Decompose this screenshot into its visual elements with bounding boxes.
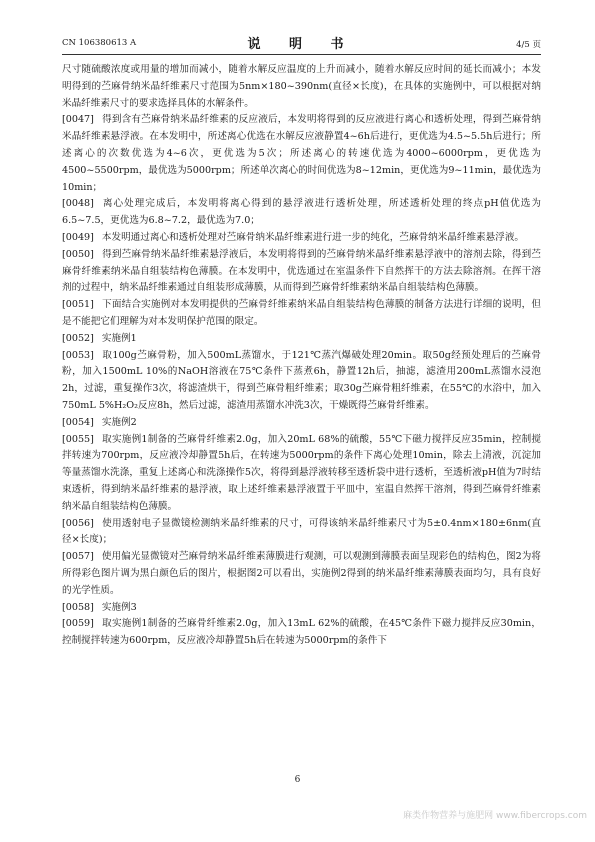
page-number: 6 [294, 775, 301, 785]
paragraph-number: [0059] [62, 618, 94, 630]
paragraph [62, 112, 541, 196]
paragraph-text: 使用透射电子显微镜检测纳米晶纤维素的尺寸，可得该纳米晶纤维素尺寸为5±0.4nm×180±6nm(直径×长度)； [62, 517, 541, 546]
paragraph [62, 348, 541, 415]
paragraph-text: 取实施例1制备的苎麻骨纤维素2.0g，加入13mL 62%的硫酸，在45℃条件下磁力搅拌反应30min，控制搅拌转速为600rpm，反应液冷却静置5h后在转速为5000rpm的条件下 [62, 618, 541, 647]
paragraph-number: [0053] [62, 349, 94, 361]
paragraph-text: 得到苎麻骨纳米晶纤维素悬浮液后，本发明将得到的苎麻骨纳米晶纤维素悬浮液中的溶剂去除，得到苎麻骨纤维素纳米晶自组装结构色薄膜。在本发明中，优选通过在室温条件下自然挥干的方法去除溶剂。在挥干溶剂的过程中，纳米晶纤维素通过自组装形成薄膜，从而得到苎麻骨纤维素纳米晶自组装结构色薄膜。 [62, 248, 541, 294]
paragraph [62, 297, 541, 331]
page-header [62, 30, 541, 55]
paragraph [62, 549, 541, 599]
section-heading [62, 600, 541, 617]
paragraph-number: [0048] [62, 198, 94, 210]
paragraph-text: 取100g苎麻骨粉，加入500mL蒸馏水，于121℃蒸汽爆破处理20min。取50g经预处理后的苎麻骨粉，加入1500mL 10%的NaOH溶液在75℃条件下蒸煮6h，静置12h后，抽滤，滤渣用200mL蒸馏水浸泡2h，过滤，重复操作3次，将滤渣烘干，得到苎麻骨粗纤维素；取30g苎麻骨粗纤维素，在55℃的水浴中，加入750mL 5%H₂O₂反应8h，然后过滤，滤渣用蒸馏水冲洗3次，干燥既得苎麻骨纤维素。 [62, 349, 541, 411]
paragraph-number: [0057] [62, 551, 94, 563]
paragraph-text: 本发明通过离心和透析处理对苎麻骨纳米晶纤维素进行进一步的纯化，苎麻骨纳米晶纤维素悬浮液。 [101, 231, 525, 243]
paragraph-number: [0055] [62, 433, 94, 445]
paragraph-number: [0056] [62, 517, 94, 529]
paragraph [62, 196, 541, 230]
paragraph [62, 247, 541, 297]
watermark-text: 麻类作物营养与施肥网 www.fibercrops.com [403, 811, 587, 821]
paragraph-text: 得到含有苎麻骨纳米晶纤维素的反应液后，本发明将得到的反应液进行离心和透析处理，得到苎麻骨纳米晶纤维素悬浮液。在本发明中，所述离心优选在水解反应液静置4~6h后进行，更优选为4.5~5.5h后进行；所述离心的次数优选为4~6次，更优选为5次；所述离心的转速优选为4000~6000rpm，更优选为4500~5500rpm，最优选为5000rpm；所述单次离心的时间优选为8~12min，更优选为9~11min，最优选为10min； [62, 114, 541, 193]
paragraph-text: 离心处理完成后，本发明将离心得到的悬浮液进行透析处理，所述透析处理的终点pH值优选为6.5~7.5，更优选为6.8~7.2，最优选为7.0； [62, 198, 541, 227]
paragraph-number: [0047] [62, 114, 94, 126]
section-heading [62, 415, 541, 432]
paragraph [62, 230, 541, 247]
document-title: 说 明 书 [247, 37, 356, 52]
page-indicator: 4/5 页 [516, 40, 541, 50]
paragraph [62, 516, 541, 550]
paragraph-text: 取实施例1制备的苎麻骨纤维素2.0g，加入20mL 68%的硫酸，55℃下磁力搅拌反应35min，控制搅拌转速为700rpm，反应液冷却静置5h后，在转速为5000rpm的条件下离心处理10min，除去上清液，沉淀加等量蒸馏水洗涤，重复上述离心和洗涤操作5次，将得到悬浮液转移至透析袋中进行透析，至透析液pH值为7时结束透析，得到纳米晶纤维素的悬浮液，取上述纤维素悬浮液置于平皿中，室温自然挥干溶剂，得到苎麻骨纤维素纳米晶自组装结构色薄膜。 [62, 433, 541, 512]
paragraph-text: 下面结合实施例对本发明提供的苎麻骨纤维素纳米晶自组装结构色薄膜的制备方法进行详细的说明，但是不能把它们理解为对本发明保护范围的限定。 [62, 299, 541, 327]
paragraph [62, 432, 541, 516]
patent-number: CN 106380613 A [62, 38, 137, 48]
paragraph-number: [0050] [62, 248, 94, 260]
paragraph-text: 实施例1 [101, 332, 137, 344]
paragraph-number: [0049] [62, 231, 94, 243]
paragraph-number: [0051] [62, 299, 94, 311]
paragraph-text: 实施例2 [101, 416, 137, 428]
paragraph-number: [0054] [62, 416, 94, 428]
paragraph [62, 62, 541, 112]
paragraph-text: 使用偏光显微镜对苎麻骨纳米晶纤维素薄膜进行观测，可以观测到薄膜表面呈现彩色的结构色，图2为将所得彩色图片调为黑白颜色后的图片，根据图2可以看出，实施例2得到的纳米晶纤维素薄膜表面均匀，具有良好的光学性质。 [62, 551, 541, 596]
paragraph-number: [0052] [62, 332, 94, 344]
paragraph-number: [0058] [62, 601, 94, 613]
document-body [62, 62, 541, 762]
section-heading [62, 331, 541, 348]
paragraph-text: 实施例3 [101, 601, 137, 613]
paragraph-text: 尺寸随硫酸浓度或用量的增加而减小，随着水解反应温度的上升而减小，随着水解反应时间的延长而减小；本发明得到的苎麻骨纳米晶纤维素尺寸范围为5nm×180~390nm(直径×长度)，在具体的实施例中，可以根据对纳米晶纤维素尺寸的要求选择具体的水解条件。 [62, 64, 541, 109]
paragraph [62, 616, 541, 650]
